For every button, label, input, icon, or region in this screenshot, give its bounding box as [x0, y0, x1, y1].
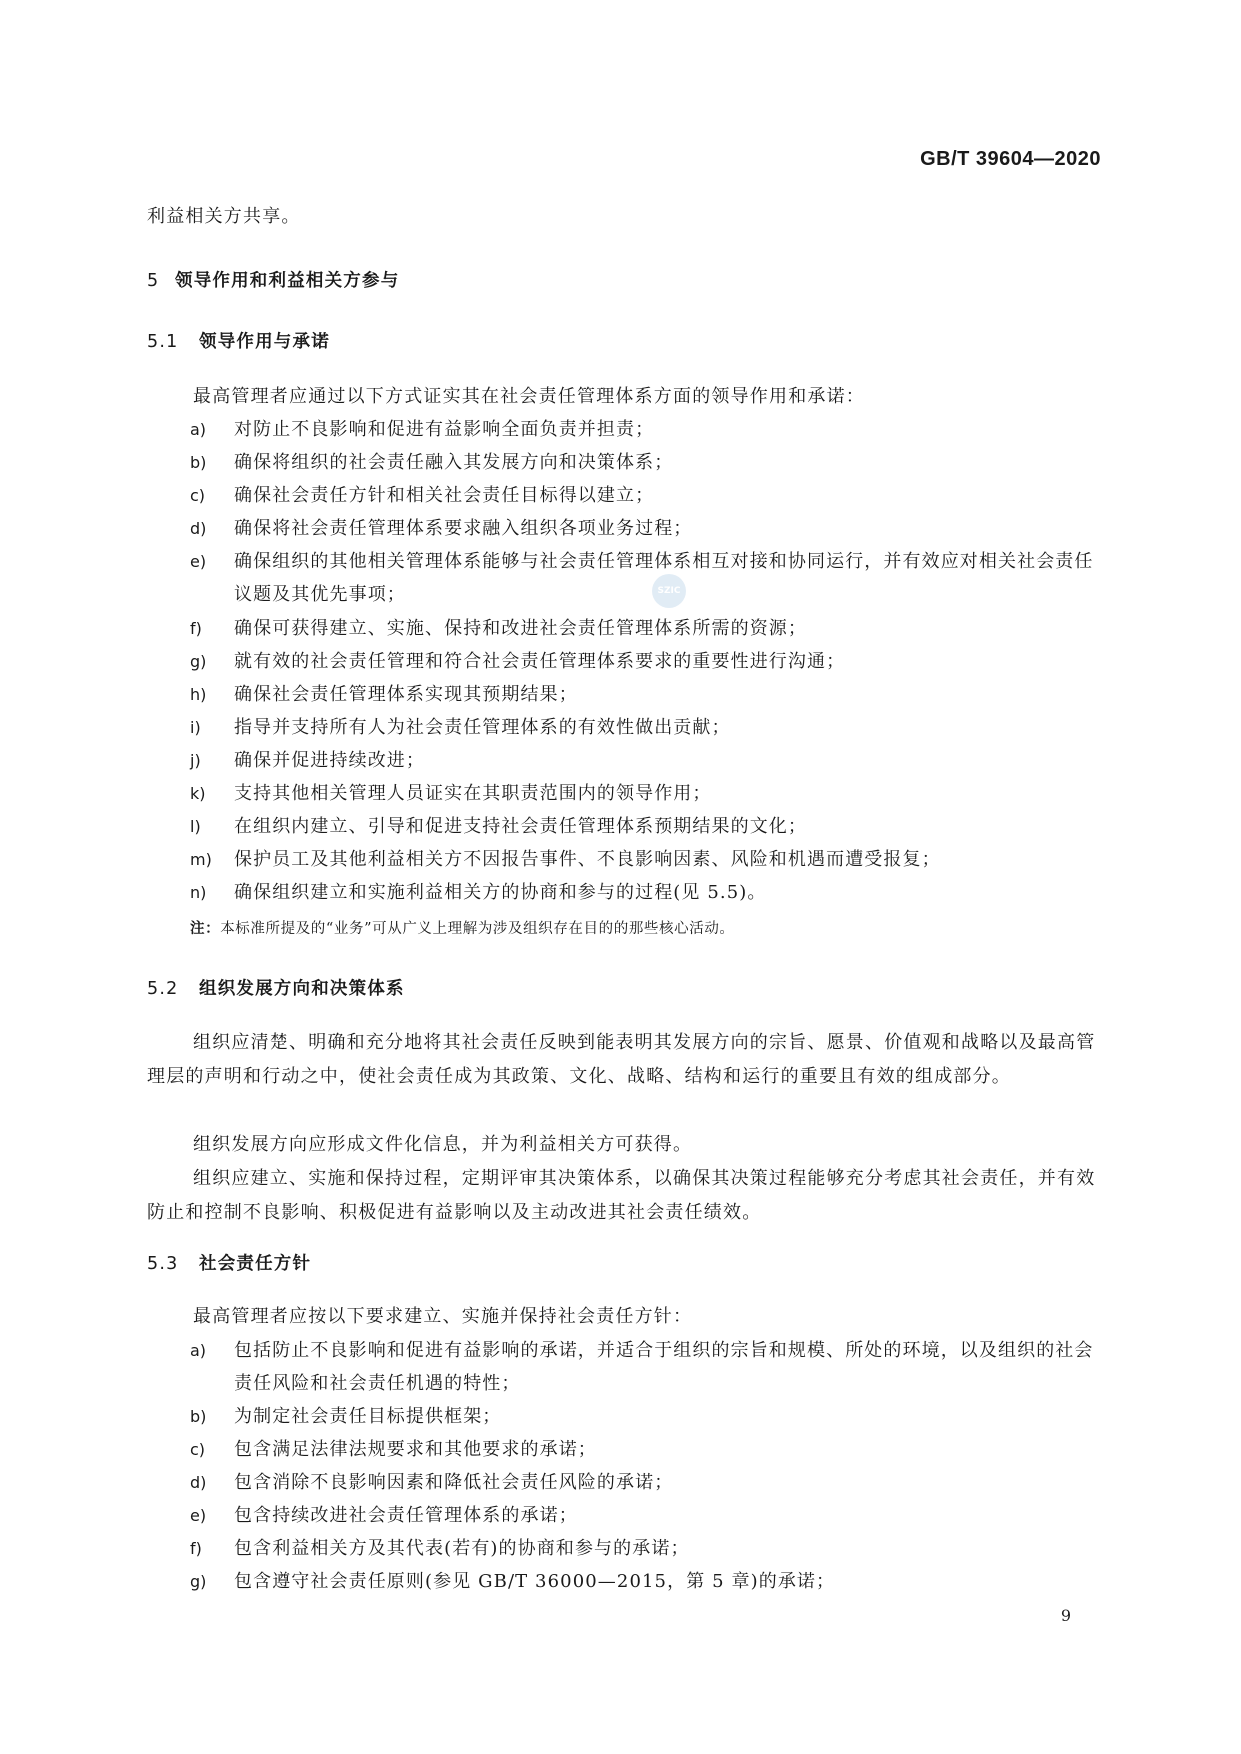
item-text: 保护员工及其他利益相关方不因报告事件、不良影响因素、风险和机遇而遭受报复；	[234, 849, 941, 870]
watermark-logo: SZIC	[652, 574, 686, 608]
item-text: 确保社会责任方针和相关社会责任目标得以建立；	[234, 485, 655, 506]
item-text: 为制定社会责任目标提供框架；	[234, 1406, 502, 1427]
item-text: 包含消除不良影响因素和降低社会责任风险的承诺；	[234, 1472, 674, 1493]
item-text: 在组织内建立、引导和促进支持社会责任管理体系预期结果的文化；	[234, 816, 807, 837]
list-item	[190, 1334, 1102, 1400]
item-text: 确保组织的其他相关管理体系能够与社会责任管理体系相互对接和协同运行，并有效应对相关社会责任议题及其优先事项；	[234, 551, 1094, 605]
list-item	[190, 479, 1102, 512]
item-label: h)	[190, 685, 207, 704]
item-label: i)	[190, 718, 201, 737]
note-text: 本标准所提及的“业务”可从广义上理解为涉及组织存在目的的那些核心活动。	[220, 921, 735, 937]
note-label: 注：	[190, 921, 221, 937]
item-label: d)	[190, 1473, 207, 1492]
section-title: 领导作用和利益相关方参与	[175, 271, 400, 291]
section-5-1-heading	[147, 328, 330, 353]
item-text: 包含满足法律法规要求和其他要求的承诺；	[234, 1439, 597, 1460]
section-5-3-heading	[147, 1250, 311, 1275]
item-text: 确保将社会责任管理体系要求融入组织各项业务过程；	[234, 518, 693, 539]
list-item	[190, 545, 1102, 611]
list-item	[190, 678, 1102, 711]
item-label: b)	[190, 1407, 207, 1426]
list-item	[190, 1433, 1102, 1466]
list-item	[190, 876, 1102, 909]
list-item	[190, 1499, 1102, 1532]
item-label: k)	[190, 784, 206, 803]
item-text: 包含遵守社会责任原则(参见 GB/T 36000—2015，第 5 章)的承诺；	[234, 1571, 836, 1592]
item-label: e)	[190, 552, 207, 571]
list-item	[190, 1565, 1102, 1598]
list-item	[190, 413, 1102, 446]
item-text: 对防止不良影响和促进有益影响全面负责并担责；	[234, 419, 655, 440]
item-label: m)	[190, 850, 212, 869]
item-text: 就有效的社会责任管理和符合社会责任管理体系要求的重要性进行沟通；	[234, 651, 846, 672]
item-label: l)	[190, 817, 201, 836]
item-label: n)	[190, 883, 207, 902]
section-5-2-paragraph: 组织应清楚、明确和充分地将其社会责任反映到能表明其发展方向的宗旨、愿景、价值观和战略以及最高管理层的声明和行动之中，使社会责任成为其政策、文化、战略、结构和运行的重要且有效的组成部分。	[147, 1032, 1096, 1087]
section-number: 5	[147, 271, 160, 291]
section-title: 领导作用与承诺	[199, 332, 330, 352]
list-item	[190, 810, 1102, 843]
item-text: 包括防止不良影响和促进有益影响的承诺，并适合于组织的宗旨和规模、所处的环境，以及组织的社会责任风险和社会责任机遇的特性；	[234, 1340, 1094, 1394]
item-label: g)	[190, 652, 207, 671]
section-title: 社会责任方针	[199, 1254, 312, 1274]
list-item	[190, 711, 1102, 744]
list-item	[190, 777, 1102, 810]
item-label: a)	[190, 420, 207, 439]
item-label: f)	[190, 1539, 202, 1558]
list-item	[190, 612, 1102, 645]
item-label: c)	[190, 486, 206, 505]
item-text: 包含利益相关方及其代表(若有)的协商和参与的承诺；	[234, 1538, 690, 1559]
note	[190, 917, 735, 938]
item-text: 确保可获得建立、实施、保持和改进社会责任管理体系所需的资源；	[234, 618, 807, 639]
section-5-1-intro: 最高管理者应通过以下方式证实其在社会责任管理体系方面的领导作用和承诺：	[193, 386, 865, 407]
section-number: 5.2	[147, 979, 179, 999]
item-label: d)	[190, 519, 207, 538]
standard-number: GB/T 39604—2020	[920, 148, 1101, 170]
item-text: 确保并促进持续改进；	[234, 750, 425, 771]
section-title: 组织发展方向和决策体系	[199, 979, 405, 999]
item-label: e)	[190, 1506, 207, 1525]
item-label: g)	[190, 1572, 207, 1591]
list-item	[190, 645, 1102, 678]
item-label: j)	[190, 751, 201, 770]
item-label: c)	[190, 1440, 206, 1459]
item-text: 指导并支持所有人为社会责任管理体系的有效性做出贡献；	[234, 717, 731, 738]
section-5-2-paragraph: 组织应建立、实施和保持过程，定期评审其决策体系，以确保其决策过程能够充分考虑其社会责任，并有效防止和控制不良影响、积极促进有益影响以及主动改进其社会责任绩效。	[147, 1168, 1096, 1223]
section-5-2-heading	[147, 975, 405, 1000]
item-label: f)	[190, 619, 202, 638]
page-number: 9	[1060, 1606, 1071, 1625]
item-text: 确保将组织的社会责任融入其发展方向和决策体系；	[234, 452, 674, 473]
list-item	[190, 1400, 1102, 1433]
item-text: 确保社会责任管理体系实现其预期结果；	[234, 684, 578, 705]
list-item	[190, 843, 1102, 876]
list-item	[190, 744, 1102, 777]
list-item	[190, 512, 1102, 545]
section-5-2-paragraph: 组织发展方向应形成文件化信息，并为利益相关方可获得。	[193, 1134, 693, 1155]
item-text: 包含持续改进社会责任管理体系的承诺；	[234, 1505, 578, 1526]
list-item	[190, 1466, 1102, 1499]
item-text: 确保组织建立和实施利益相关方的协商和参与的过程(见 5.5)。	[234, 882, 767, 903]
continuation-text: 利益相关方共享。	[147, 206, 301, 227]
section-number: 5.3	[147, 1254, 179, 1274]
section-5-heading	[147, 267, 399, 292]
list-item	[190, 446, 1102, 479]
section-5-3-intro: 最高管理者应按以下要求建立、实施并保持社会责任方针：	[193, 1306, 693, 1327]
section-number: 5.1	[147, 332, 179, 352]
item-text: 支持其他相关管理人员证实在其职责范围内的领导作用；	[234, 783, 712, 804]
item-label: a)	[190, 1341, 207, 1360]
item-label: b)	[190, 453, 207, 472]
list-item	[190, 1532, 1102, 1565]
